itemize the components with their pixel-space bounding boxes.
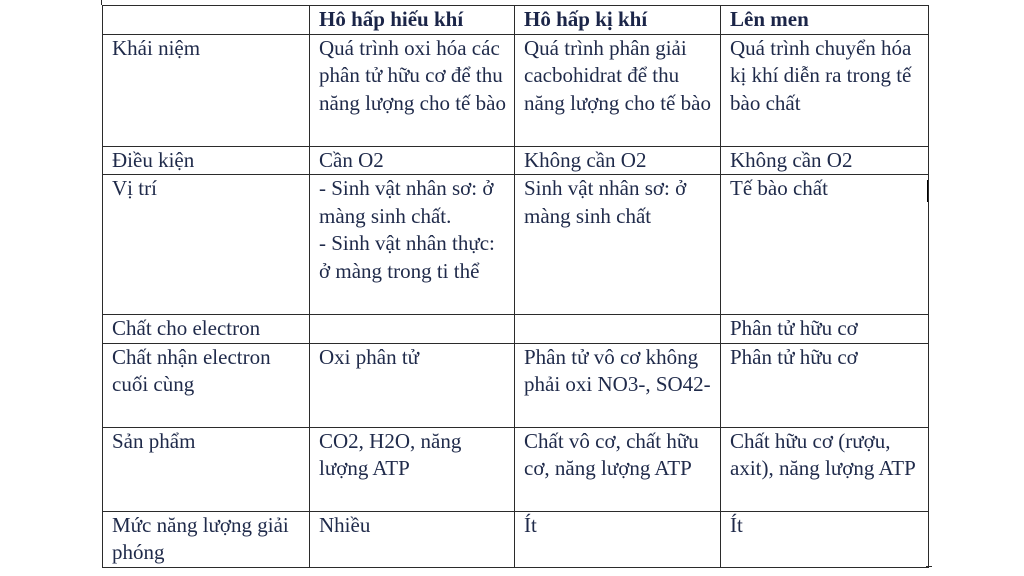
header-cell-anaerobic: Hô hấp kị khí [515,6,721,35]
header-cell-aerobic: Hô hấp hiếu khí [310,6,515,35]
cell-anaerobic: Ít [515,511,721,567]
row-label: Khái niệm [103,34,310,146]
cell-fermentation: Không cần O2 [721,146,929,175]
cell-anaerobic [515,315,721,344]
cell-fermentation: Quá trình chuyển hóa kị khí diễn ra trong tế bào chất [721,34,929,146]
table-row [103,146,929,175]
table-row [103,315,929,344]
row-label: Chất nhận electron cuối cùng [103,343,310,427]
table-row [103,175,929,315]
cell-fermentation: Tế bào chất [721,175,929,315]
table-row [103,427,929,511]
table-row [103,34,929,146]
cell-anaerobic: Phân tử vô cơ không phải oxi NO3-, SO42- [515,343,721,427]
comparison-table [102,5,929,568]
row-label: Điều kiện [103,146,310,175]
cell-anaerobic: Chất vô cơ, chất hữu cơ, năng lượng ATP [515,427,721,511]
row-label: Vị trí [103,175,310,315]
cell-aerobic: - Sinh vật nhân sơ: ở màng sinh chất. - Sinh vật nhân thực: ở màng trong ti thể [310,175,515,315]
cell-anaerobic: Không cần O2 [515,146,721,175]
cell-anaerobic: Sinh vật nhân sơ: ở màng sinh chất [515,175,721,315]
cell-anaerobic: Quá trình phân giải cacbohidrat để thu năng lượng cho tế bào [515,34,721,146]
table-row [103,343,929,427]
cell-aerobic: Quá trình oxi hóa các phân tử hữu cơ để thu năng lượng cho tế bào [310,34,515,146]
row-label: Sản phẩm [103,427,310,511]
cell-fermentation: Phân tử hữu cơ [721,315,929,344]
cell-fermentation: Chất hữu cơ (rượu, axit), năng lượng ATP [721,427,929,511]
cell-aerobic: Oxi phân tử [310,343,515,427]
cell-aerobic [310,315,515,344]
cell-aerobic: CO2, H2O, năng lượng ATP [310,427,515,511]
header-cell-fermentation: Lên men [721,6,929,35]
row-label: Mức năng lượng giải phóng [103,511,310,567]
table-row [103,511,929,567]
text-cursor [927,180,928,202]
header-cell-empty [103,6,310,35]
row-label: Chất cho electron [103,315,310,344]
cell-fermentation: Phân tử hữu cơ [721,343,929,427]
cell-fermentation: Ít [721,511,929,567]
cell-aerobic: Cần O2 [310,146,515,175]
table-header-row [103,6,929,35]
cell-aerobic: Nhiều [310,511,515,567]
page-edge-mark [926,566,932,567]
